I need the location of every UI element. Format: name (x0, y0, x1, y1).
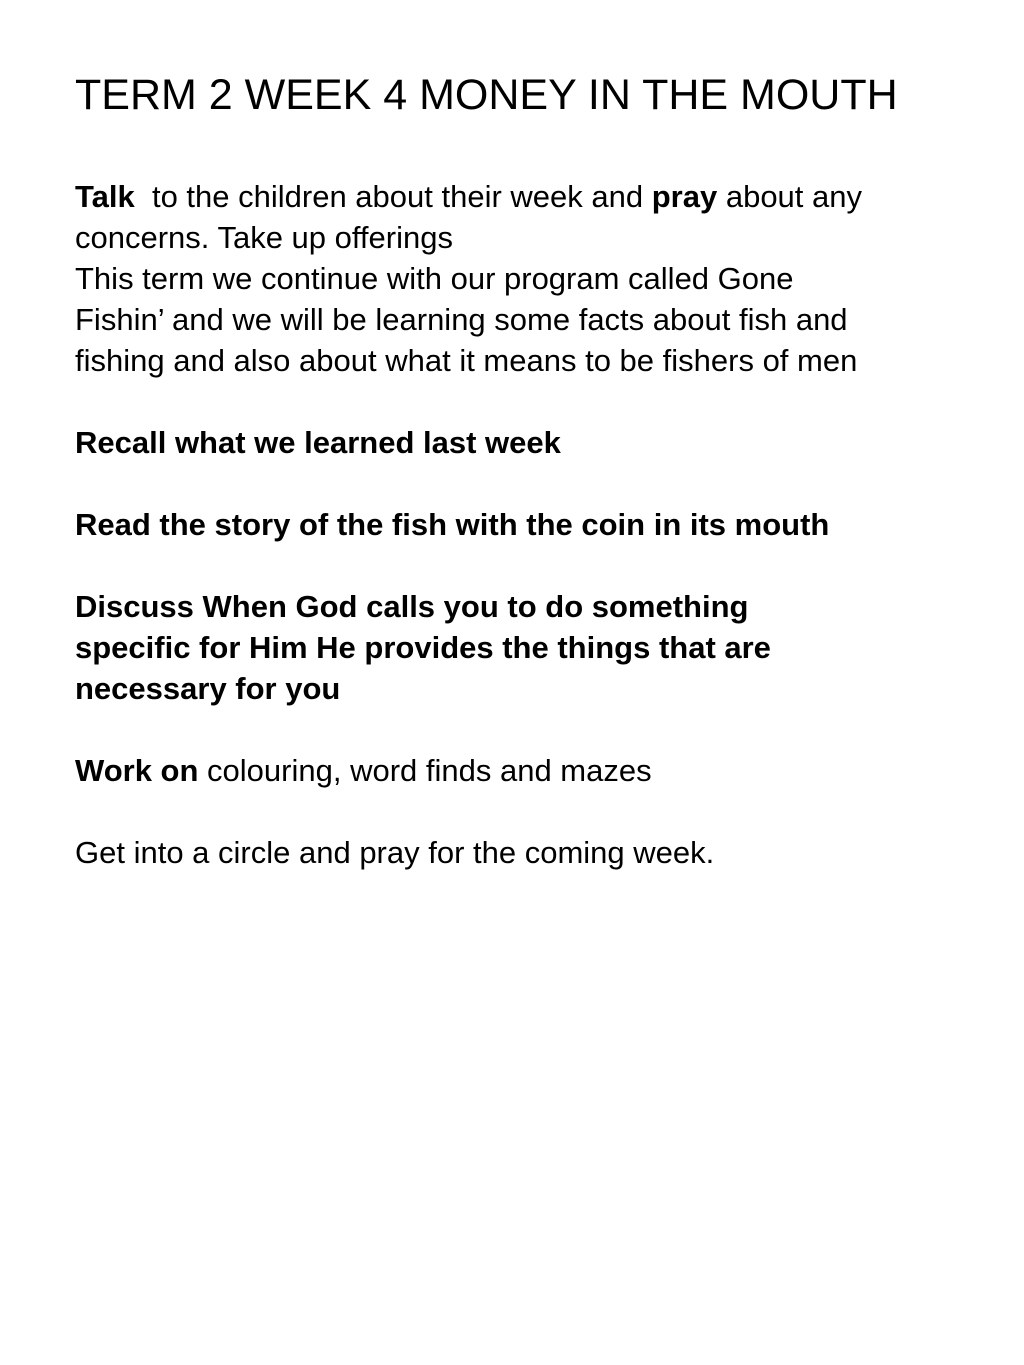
closing-line: Get into a circle and pray for the coming week. (75, 835, 715, 870)
discuss-text-3: necessary for you (75, 671, 341, 706)
work-line (75, 750, 975, 791)
talk-keyword: Talk (75, 179, 135, 214)
discuss-text-1: Discuss When God calls you to do something (75, 589, 749, 624)
program-line-2: Fishin’ and we will be learning some facts about fish and (75, 302, 848, 337)
program-line-1: This term we continue with our program called Gone (75, 261, 794, 296)
discuss-line-1 (75, 586, 975, 627)
talk-line-2: concerns. Take up offerings (75, 220, 453, 255)
page-title: TERM 2 WEEK 4 MONEY IN THE MOUTH (75, 71, 898, 119)
work-keyword: Work on (75, 753, 199, 788)
spacer (75, 545, 975, 586)
talk-line (75, 176, 975, 217)
recall-text: Recall what we learned last week (75, 425, 561, 460)
program-line-3: fishing and also about what it means to be fishers of men (75, 343, 858, 378)
spacer (75, 463, 975, 504)
talk-text: to the children about their week and (134, 179, 652, 214)
work-text: colouring, word finds and mazes (198, 753, 652, 788)
spacer (75, 709, 975, 750)
discuss-text-2: specific for Him He provides the things that are (75, 630, 771, 665)
recall-line (75, 422, 975, 463)
read-text: Read the story of the fish with the coin in its mouth (75, 507, 830, 542)
discuss-line-3 (75, 668, 975, 709)
spacer (75, 381, 975, 422)
talk-text-end: about any (717, 179, 863, 214)
pray-keyword: pray (651, 179, 718, 214)
lesson-body (75, 176, 975, 873)
spacer (75, 791, 975, 832)
discuss-line-2 (75, 627, 975, 668)
read-line (75, 504, 975, 545)
